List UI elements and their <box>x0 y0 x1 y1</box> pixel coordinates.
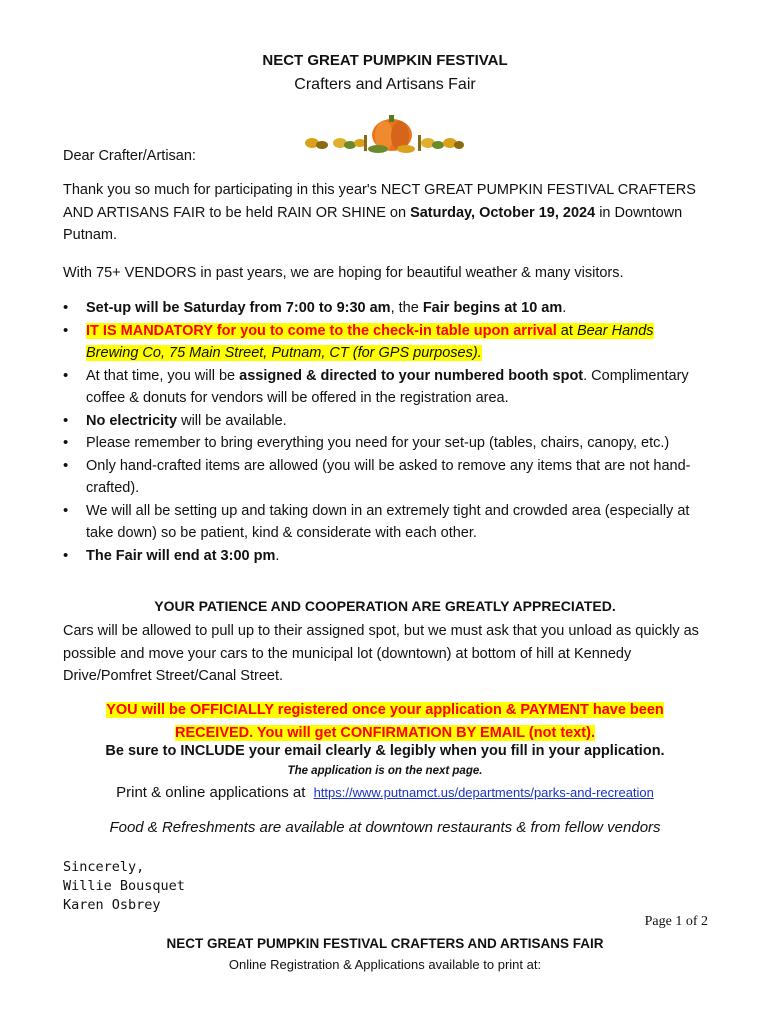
salutation: Dear Crafter/Artisan: <box>63 148 196 164</box>
list-text: . <box>562 300 567 316</box>
list-text: , the <box>390 300 423 316</box>
list-item <box>63 410 703 433</box>
patience-heading: YOUR PATIENCE AND COOPERATION ARE GREATLY APPRECIATED. <box>154 598 616 614</box>
registration-notice-line: YOU will be OFFICIALLY registered once your application & PAYMENT have been <box>106 702 664 718</box>
print-label: Print & online applications at <box>116 784 306 801</box>
list-item <box>63 432 703 455</box>
list-item <box>63 545 703 568</box>
list-text: at <box>556 322 577 339</box>
intro-text: Thank you so much for participating in this year's NECT GREAT PUMPKIN FESTIVAL CRAFTERS AND ARTISANS FAIR to be held RAIN OR SHINE on <box>63 182 696 221</box>
signature-block <box>63 858 185 915</box>
intro-text-end: in Downtown Putnam. <box>63 204 683 243</box>
signer-name: Willie Bousquet <box>63 878 185 894</box>
list-item <box>63 297 703 320</box>
page-title: NECT GREAT PUMPKIN FESTIVAL <box>262 52 508 69</box>
closing: Sincerely, <box>63 859 145 875</box>
vendors-paragraph: With 75+ VENDORS in past years, we are hoping for beautiful weather & many visitors. <box>63 265 624 281</box>
print-applications-line <box>0 784 770 801</box>
setup-time: Set-up will be Saturday from 7:00 to 9:30 am <box>86 300 391 316</box>
list-text: . Complimentary coffee & donuts for vendors will be offered in the registration area. <box>86 367 689 406</box>
no-electricity: No electricity <box>86 412 178 429</box>
signer-name: Karen Osbrey <box>63 897 161 913</box>
event-date: Saturday, October 19, 2024 <box>410 204 596 221</box>
mandatory-notice: IT IS MANDATORY for you to come to the check-in table upon arrival <box>86 322 557 339</box>
list-text: Please remember to bring everything you need for your set-up (tables, chairs, canopy, etc.) <box>86 435 670 451</box>
list-text: At that time, you will be <box>86 367 240 384</box>
registration-notice <box>0 699 770 744</box>
fair-start-time: Fair begins at 10 am <box>422 300 563 316</box>
footer-subtitle: Online Registration & Applications available to print at: <box>228 957 542 972</box>
include-email-notice: Be sure to INCLUDE your email clearly & legibly when you fill in your application. <box>105 743 665 759</box>
page-number: Page 1 of 2 <box>644 914 708 929</box>
checkin-location: Bear Hands Brewing Co, 75 Main Street, Putnam, CT (for GPS purposes). <box>86 322 654 361</box>
list-text: will be available. <box>177 412 287 429</box>
parks-recreation-link[interactable]: https://www.putnamct.us/departments/parks-and-recreation <box>313 785 654 800</box>
list-item <box>63 455 703 500</box>
list-text: . <box>275 547 280 564</box>
booth-assignment: assigned & directed to your numbered booth spot <box>239 367 584 384</box>
parking-paragraph: Cars will be allowed to pull up to their assigned spot, but we must ask that you unload as quickly as possible and move your cars to the municipal lot (downtown) at bottom of hill at Kennedy Drive/Pomfret Street/Canal Street. <box>63 623 699 684</box>
fair-end-time: The Fair will end at 3:00 pm <box>86 547 276 564</box>
list-item <box>63 365 703 410</box>
list-text: We will all be setting up and taking down in an extremely tight and crowded area (especially at take down) so be patient, kind & considerate with each other. <box>86 502 690 541</box>
food-note: Food & Refreshments are available at downtown restaurants & from fellow vendors <box>109 819 661 836</box>
intro-paragraph <box>63 179 713 247</box>
pumpkin-banner-icon <box>300 105 465 155</box>
info-bullet-list <box>63 297 703 567</box>
registration-notice-line: RECEIVED. You will get CONFIRMATION BY EMAIL (not text). <box>175 724 595 741</box>
next-page-note: The application is on the next page. <box>287 765 483 777</box>
list-text: Only hand-crafted items are allowed (you will be asked to remove any items that are not hand-crafted). <box>86 457 691 496</box>
page-subtitle: Crafters and Artisans Fair <box>294 76 476 93</box>
footer-title: NECT GREAT PUMPKIN FESTIVAL CRAFTERS AND ARTISANS FAIR <box>166 936 604 951</box>
list-item <box>63 320 703 365</box>
list-item <box>63 500 703 545</box>
